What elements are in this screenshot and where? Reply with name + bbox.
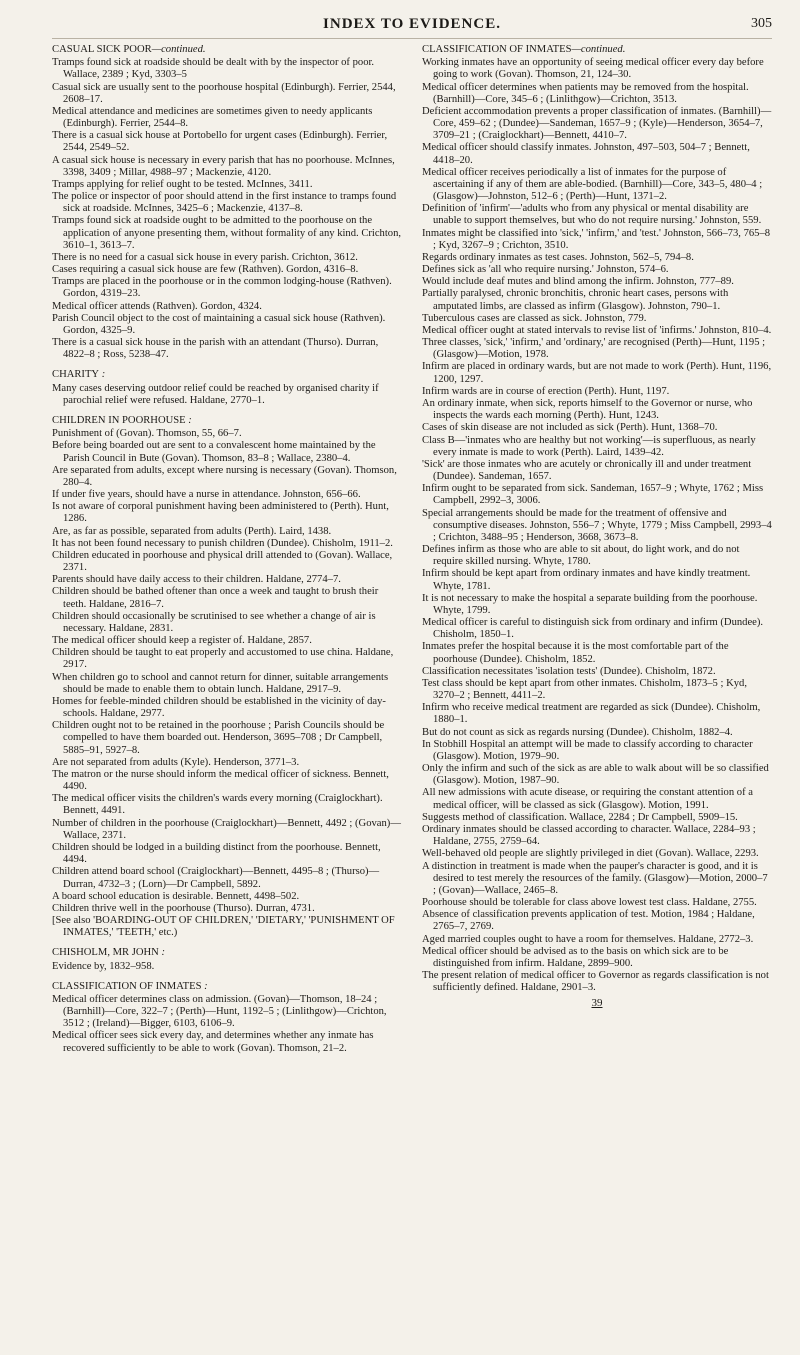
index-entry: Poorhouse should be tolerable for class above lowest test class. Haldane, 2755. xyxy=(422,897,757,909)
index-entry: The medical officer visits the children's wards every morning (Craiglockhart). Bennett, 4491. xyxy=(52,793,383,817)
index-entry: Class B—'inmates who are healthy but not working'—is superfluous, as nearly every inmate is made to work (Perth). Laird, 1439–42. xyxy=(422,434,756,458)
index-entry: Casual sick are usually sent to the poorhouse hospital (Edinburgh). Ferrier, 2544, 2608–17. xyxy=(52,81,396,105)
index-entry: Children educated in poorhouse and physical drill attended to (Govan). Wallace, 2371. xyxy=(52,549,393,574)
index-entry: The matron or the nurse should inform the medical officer of sickness. Bennett, 4490. xyxy=(52,768,389,793)
index-entry: Is not aware of corporal punishment having been administered to (Perth). Hunt, 1286. xyxy=(52,501,389,525)
index-entry: Children thrive well in the poorhouse (Thurso). Durran, 4731. xyxy=(52,902,315,914)
index-entry: When children go to school and cannot return for dinner, suitable arrangements should be made to enable them to obtain lunch. Haldane, 2917–9. xyxy=(52,671,389,695)
index-entry: Absence of classification prevents application of test. Motion, 1984 ; Haldane, 2765–7, 2769. xyxy=(422,909,755,933)
index-entry: Children should be bathed oftener than once a week and taught to brush their teeth. Haldane, 2816–7. xyxy=(52,586,379,610)
index-entry: Medical attendance and medicines are sometimes given to needy applicants (Edinburgh). Ferrier, 2544–8. xyxy=(52,105,373,130)
index-entry: There is a casual sick house at Portobello for urgent cases (Edinburgh). Ferrier, 2544, 2549–52. xyxy=(52,130,388,154)
left-column xyxy=(52,42,402,1342)
index-entry: Infirm should be kept apart from ordinary inmates and have kindly treatment. Whyte, 1781. xyxy=(422,568,751,592)
index-entry: Medical officer should be advised as to the basis on which sick are to be distinguished from infirm. Haldane, 2899–900. xyxy=(422,945,729,969)
index-entry: Punishment of (Govan). Thomson, 55, 66–7. xyxy=(52,428,242,440)
index-entry: Tuberculous cases are classed as sick. Johnston, 779. xyxy=(422,312,647,324)
folio-mark: 39 xyxy=(591,997,603,1010)
index-entry: In Stobhill Hospital an attempt will be made to classify according to character (Glasgow). Motion, 1979–90. xyxy=(422,738,753,762)
section-heading-suffix: —continued. xyxy=(571,44,626,55)
index-entry: Tramps applying for relief ought to be tested. McInnes, 3411. xyxy=(52,178,313,190)
index-entry: Cases of skin disease are not included as sick (Perth). Hunt, 1368–70. xyxy=(422,422,718,434)
section-heading-suffix: : xyxy=(185,414,192,426)
index-entry: A distinction in treatment is made when the pauper's character is good, and it is desired to test merely the resources of the family. (Glasgow)—Motion, 2000–7 ; (Govan)—Wallace, 2465–8. xyxy=(422,860,768,896)
index-entry: Before being boarded out are sent to a convalescent home maintained by the Parish Council in Bute (Govan). Thomson, 83–8 ; Wallace, 2380–4. xyxy=(52,440,376,464)
index-entry: Medical officer sees sick every day, and determines whether any inmate has recovered sufficiently to be able to work (Govan). Thomson, 21–2. xyxy=(52,1030,374,1054)
index-entry: If under five years, should have a nurse in attendance. Johnston, 656–66. xyxy=(52,489,361,501)
index-entry: A board school education is desirable. Bennett, 4498–502. xyxy=(52,890,300,902)
index-entry: A casual sick house is necessary in every parish that has no poorhouse. McInnes, 3398, 3409 ; Millar, 4988–97 ; Mackenzie, 4120. xyxy=(52,154,395,178)
index-entry: Working inmates have an opportunity of seeing medical officer every day before going to work (Govan). Thomson, 21, 124–30. xyxy=(422,57,764,81)
running-title: INDEX TO EVIDENCE. xyxy=(323,16,501,32)
index-entry: Tramps are placed in the poorhouse or in the common lodging-house (Rathven). Gordon, 4319–23. xyxy=(52,276,392,300)
index-entry: Deficient accommodation prevents a proper classification of inmates. (Barnhill)—Core, 459–62 ; (Dundee)—Sandeman, 1657–9 ; (Kyle)—Henderson, 3654–7, 3709–21 ; (Craiglockhart)—Bennett, 4410–7. xyxy=(422,105,772,142)
index-entry: It has not been found necessary to punish children (Dundee). Chisholm, 1911–2. xyxy=(52,537,393,549)
section-heading xyxy=(52,981,402,993)
index-entry: Are separated from adults, except where nursing is necessary (Govan). Thomson, 280–4. xyxy=(52,464,397,488)
index-entry: An ordinary inmate, when sick, reports himself to the Governor or nurse, who inspects the wards each morning (Perth). Hunt, 1243. xyxy=(422,397,753,422)
section-gap xyxy=(52,939,402,945)
index-entry: Parish Council object to the cost of maintaining a casual sick house (Rathven). Gordon, 4325–9. xyxy=(52,312,386,336)
index-entry: Inmates prefer the hospital because it is the most comfortable part of the poorhouse (Dundee). Chisholm, 1852. xyxy=(422,641,729,665)
index-entry: Medical officer is careful to distinguish sick from ordinary and infirm (Dundee). Chisholm, 1850–1. xyxy=(422,617,764,641)
index-entry: Medical officer determines class on admission. (Govan)—Thomson, 18–24 ; (Barnhill)—Core, 322–7 ; (Perth)—Hunt, 1192–5 ; (Linlithgow)—Crichton, 3512 ; (Ireland)—Bigger, 6103, 6106–9. xyxy=(52,993,387,1030)
section-heading-title: CASUAL SICK POOR xyxy=(52,44,152,55)
index-entry: Number of children in the poorhouse (Craiglockhart)—Bennett, 4492 ; (Govan)—Wallace, 2371. xyxy=(52,817,401,841)
section-heading-suffix: : xyxy=(158,947,166,959)
index-entry: All new admissions with acute disease, or requiring the constant attention of a medical officer, will be classed as sick (Glasgow). Motion, 1991. xyxy=(422,787,753,811)
index-entry: Evidence by, 1832–958. xyxy=(52,960,155,972)
section-heading-title: CHILDREN IN POORHOUSE xyxy=(52,414,186,426)
index-entry: Well-behaved old people are slightly privileged in diet (Govan). Wallace, 2293. xyxy=(422,848,759,860)
section-heading-title: CLASSIFICATION OF INMATES xyxy=(422,44,572,55)
index-entry: The present relation of medical officer to Governor as regards classification is not sufficiently defined. Haldane, 2901–3. xyxy=(422,970,769,994)
section-heading-suffix: : xyxy=(201,980,208,992)
index-entry: [See also 'BOARDING-OUT OF CHILDREN,' 'DIETARY,' 'PUNISHMENT OF INMATES,' 'TEETH,' etc.) xyxy=(52,915,395,939)
section-gap xyxy=(52,361,402,367)
page-number: 305 xyxy=(751,16,772,31)
index-entry: Infirm ought to be separated from sick. Sandeman, 1657–9 ; Whyte, 1762 ; Miss Campbell, 2992–3, 3006. xyxy=(422,483,764,507)
index-entry: Are not separated from adults (Kyle). Henderson, 3771–3. xyxy=(52,756,300,768)
section-heading-suffix: —continued. xyxy=(151,44,206,55)
index-entry: Test class should be kept apart from other inmates. Chisholm, 1873–5 ; Kyd, 3270–2 ; Bennett, 4411–2. xyxy=(422,677,747,702)
section-heading xyxy=(422,44,772,56)
index-entry: Tramps found sick at roadside ought to be admitted to the poorhouse on the application of anyone presenting them, without formality of any kind. Crichton, 3610–1, 3613–7. xyxy=(52,215,402,251)
right-column xyxy=(422,42,772,1342)
section-heading xyxy=(52,947,402,959)
index-entry: Medical officer determines when patients may be removed from the hospital. (Barnhill)—Core, 345–6 ; (Linlithgow)—Crichton, 3513. xyxy=(422,81,749,105)
index-entry: Children should be lodged in a building distinct from the poorhouse. Bennett, 4494. xyxy=(52,842,381,866)
section-gap xyxy=(52,407,402,413)
section-heading xyxy=(52,369,402,381)
index-entry: Cases requiring a casual sick house are few (Rathven). Gordon, 4316–8. xyxy=(52,264,359,276)
index-entry: Regards ordinary inmates as test cases. Johnston, 562–5, 794–8. xyxy=(422,251,694,263)
index-entry: Definition of 'infirm'—'adults who from any physical or mental disability are unable to support themselves, but who do not require nursing.' Johnston, 559. xyxy=(422,203,762,227)
index-entry: Infirm wards are in course of erection (Perth). Hunt, 1197. xyxy=(422,385,670,397)
index-entry: Infirm are placed in ordinary wards, but are not made to work (Perth). Hunt, 1196, 1200, 1297. xyxy=(422,361,772,385)
index-entry: Medical officer attends (Rathven). Gordon, 4324. xyxy=(52,300,262,312)
index-entry: Suggests method of classification. Wallace, 2284 ; Dr Campbell, 5909–15. xyxy=(422,811,738,823)
index-entry: Inmates might be classified into 'sick,' 'infirm,' and 'test.' Johnston, 566–73, 765–8 ; Kyd, 3267–9 ; Crichton, 3510. xyxy=(422,227,771,251)
section-heading-title: CHARITY xyxy=(52,369,100,381)
index-entry: Defines sick as 'all who require nursing.' Johnston, 574–6. xyxy=(422,264,669,276)
index-entry: Homes for feeble-minded children should be established in the vicinity of day-schools. Haldane, 2977. xyxy=(52,695,386,720)
index-entry: Would include deaf mutes and blind among the infirm. Johnston, 777–89. xyxy=(422,276,734,288)
index-entry: Aged married couples ought to have a room for themselves. Haldane, 2772–3. xyxy=(422,933,754,945)
section-gap xyxy=(52,973,402,979)
index-entry: Are, as far as possible, separated from adults (Perth). Laird, 1438. xyxy=(52,525,332,537)
index-entry: Children attend board school (Craiglockhart)—Bennett, 4495–8 ; (Thurso)—Durran, 4732–3 ; (Lorn)—Dr Campbell, 5892. xyxy=(52,866,380,890)
index-entry: Tramps found sick at roadside should be dealt with by the inspector of poor. Wallace, 2389 ; Kyd, 3303–5 xyxy=(52,57,375,81)
index-entry: Ordinary inmates should be classed according to character. Wallace, 2284–93 ; Haldane, 2755, 2759–64. xyxy=(422,824,756,848)
index-entry: Defines infirm as those who are able to sit about, do light work, and do not require skilled nursing. Whyte, 1780. xyxy=(422,544,740,568)
index-entry: 'Sick' are those inmates who are acutely or chronically ill and under treatment (Dundee). Sandeman, 1657. xyxy=(422,458,752,483)
index-entry: Children should be taught to eat properly and accustomed to use china. Haldane, 2917. xyxy=(52,647,394,671)
section-heading xyxy=(52,44,402,56)
index-entry: There is a casual sick house in the parish with an attendant (Thurso). Durran, 4822–8 ; Ross, 5238–47. xyxy=(52,337,379,361)
section-heading-title: CLASSIFICATION OF INMATES xyxy=(52,980,202,992)
index-entry: Children ought not to be retained in the poorhouse ; Parish Councils should be compelled to have them boarded out. Henderson, 3695–708 ; Dr Campbell, 5885–91, 5927–8. xyxy=(52,720,385,756)
index-entry: Children should occasionally be scrutinised to see whether a change of air is necessary. Haldane, 2831. xyxy=(52,610,376,634)
index-entry: But do not count as sick as regards nursing (Dundee). Chisholm, 1882–4. xyxy=(422,726,733,738)
index-entry: Partially paralysed, chronic bronchitis, chronic heart cases, persons with amputated limbs, are classed as infirm (Glasgow). Johnston, 790–1. xyxy=(422,288,729,312)
index-entry: There is no need for a casual sick house in every parish. Crichton, 3612. xyxy=(52,251,358,263)
index-entry: The police or inspector of poor should attend in the first instance to tramps found sick at roadside. McInnes, 3425–6 ; Mackenzie, 4137–8. xyxy=(52,191,397,215)
index-entry: Medical officer receives periodically a list of inmates for the purpose of ascertaining if any of them are able-bodied. (Barnhill)—Core, 343–5, 480–4 ; (Glasgow)—Johnston, 512–6 ; (Perth)—Hunt, 1371–2. xyxy=(422,166,763,203)
index-entry: Parents should have daily access to their children. Haldane, 2774–7. xyxy=(52,574,341,586)
index-entry: Medical officer ought at stated intervals to revise list of 'infirms.' Johnston, 810–4. xyxy=(422,324,772,336)
index-entry: Three classes, 'sick,' 'infirm,' and 'ordinary,' are recognised (Perth)—Hunt, 1195 ; (Glasgow)—Motion, 1978. xyxy=(422,337,766,361)
index-entry: Classification necessitates 'isolation tests' (Dundee). Chisholm, 1872. xyxy=(422,665,716,677)
index-entry: It is not necessary to make the hospital a separate building from the poorhouse. Whyte, 1799. xyxy=(422,592,758,616)
index-entry: Many cases deserving outdoor relief could be reached by organised charity if parochial relief were refused. Haldane, 2770–1. xyxy=(52,382,379,406)
index-entry: Special arrangements should be made for the treatment of offensive and consumptive diseases. Johnston, 556–7 ; Whyte, 1779 ; Miss Campbell, 2993–4 ; Crichton, 3488–95 ; Henderson, 3668, 3673–8. xyxy=(422,507,772,543)
section-heading-title: CHISHOLM, MR JOHN xyxy=(52,947,159,959)
page-header xyxy=(52,16,772,39)
section-heading xyxy=(52,415,402,427)
index-entry: Only the infirm and such of the sick as are able to walk about will be so classified (Glasgow). Motion, 1987–90. xyxy=(422,763,769,787)
section-heading-suffix: : xyxy=(99,369,106,381)
index-entry: Medical officer should classify inmates. Johnston, 497–503, 504–7 ; Bennett, 4418–20. xyxy=(422,142,750,166)
index-entry: Infirm who receive medical treatment are regarded as sick (Dundee). Chisholm, 1880–1. xyxy=(422,702,761,726)
index-entry: The medical officer should keep a register of. Haldane, 2857. xyxy=(52,635,312,647)
